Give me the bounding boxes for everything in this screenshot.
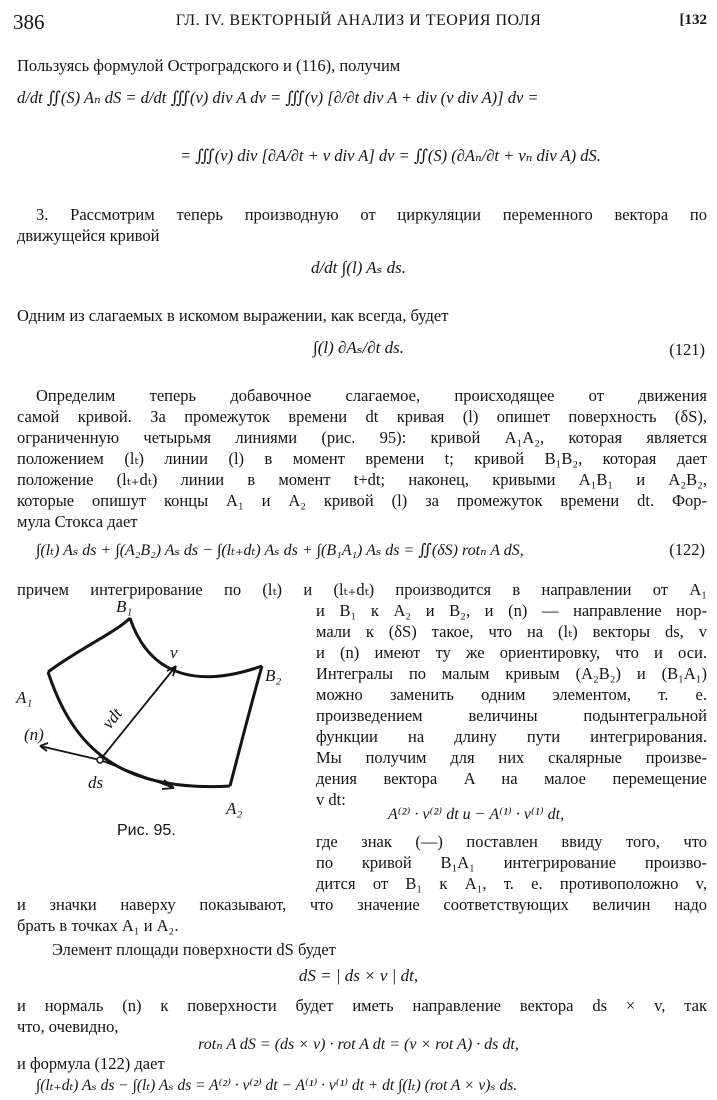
page-number: 386 — [13, 10, 45, 34]
formula-scalar-products: A⁽²⁾ · v⁽²⁾ dt и − A⁽¹⁾ · v⁽¹⁾ dt, — [388, 806, 565, 823]
paragraph-line: дится от B₁ к A₁, т. е. противоположно v, — [316, 874, 707, 893]
paragraph-line: можно заменить одним элементом, т. е. — [316, 685, 707, 704]
paragraph-line: и значки наверху показывают, что значение соответствующих величин надо — [17, 895, 707, 914]
formula-final: ∫(lₜ₊dₜ) Aₛ ds − ∫(lₜ) Aₛ ds = A⁽²⁾ · v⁽²⁾ dt − A⁽¹⁾ · v⁽¹⁾ dt + dt ∫(lₜ) (rot A × v)ₛ ds. — [36, 1077, 518, 1094]
paragraph-line: и формула (122) дает — [17, 1054, 165, 1073]
paragraph-line: где знак (—) поставлен ввиду того, что — [316, 832, 707, 851]
label-b2: B₂ — [265, 666, 282, 685]
paragraph-line: по кривой B₁A₁ интегрирование произво- — [316, 853, 707, 872]
formula-ostrogradsky-2: = ∭(v) div [∂A/∂t + v div A] dv = ∬(S) (∂Aₙ/∂t + vₙ div A) dS. — [180, 146, 601, 165]
paragraph-line: дения вектора A на малое перемещение — [316, 769, 707, 788]
paragraph-line: и нормаль (n) к поверхности будет иметь направление вектора ds × v, так — [17, 996, 707, 1015]
paragraph-line: положением (lₜ) линии (l) в момент времени t; кривой B₁B₂, которая дает — [17, 449, 707, 468]
label-ds: ds — [88, 773, 104, 792]
paragraph-line: Пользуясь формулой Остроградского и (116), получим — [17, 56, 401, 75]
figure-95 — [10, 588, 300, 823]
paragraph-line: самой кривой. За промежуток времени dt кривая (l) опишет поверхность (δS), — [17, 407, 707, 426]
paragraph-line: движущейся кривой — [17, 226, 160, 245]
curve-a1b1 — [48, 618, 130, 672]
equation-number-121: (121) — [669, 340, 705, 359]
ds-arrow — [100, 760, 174, 788]
surface-diagram — [10, 588, 300, 818]
figure-caption: Рис. 95. — [117, 822, 176, 839]
origin-point — [97, 757, 103, 763]
paragraph-line: Мы получим для них скалярные произве- — [316, 748, 707, 767]
paragraph-line: положение (lₜ₊dₜ) линии в момент t+dt; наконец, кривыми A₁B₁ и A₂B₂, — [17, 470, 707, 489]
paragraph-line: причем интегрирование по (lₜ) и (lₜ₊dₜ) производится в направлении от A₁ — [17, 580, 707, 599]
formula-area-element: dS = | ds × v | dt, — [298, 966, 419, 985]
paragraph-line: произведением величины подынтегральной — [316, 706, 707, 725]
paragraph-line: мула Стокса дает — [17, 512, 138, 531]
paragraph-line: функции на длину пути интегрирования. — [316, 727, 707, 746]
paragraph-line: брать в точках A₁ и A₂. — [17, 916, 179, 935]
formula-circulation-derivative: d/dt ∫(l) Aₛ ds. — [310, 258, 407, 277]
chapter-title: ГЛ. IV. ВЕКТОРНЫЙ АНАЛИЗ И ТЕОРИЯ ПОЛЯ — [175, 12, 542, 29]
paragraph-line: мали к (δS) такое, что на (lₜ) векторы ds, v — [316, 622, 707, 641]
label-a2: A₂ — [226, 799, 243, 818]
formula-122: ∫(lₜ) Aₛ ds + ∫(A₂B₂) Aₛ ds − ∫(lₜ₊dₜ) Aₛ ds + ∫(B₁A₁) Aₛ ds = ∬(δS) rotₙ A dS, — [36, 542, 524, 559]
paragraph-line: которые опишут концы A₁ и A₂ кривой (l) за промежуток времени dt. Фор- — [17, 491, 707, 510]
curve-a2b2 — [230, 666, 262, 786]
paragraph-line: Определим теперь добавочное слагаемое, происходящее от движения — [36, 386, 707, 405]
paragraph-line: v dt: — [316, 790, 346, 809]
paragraph-line: ограниченную четырьмя линиями (рис. 95): кривой A₁A₂, которая является — [17, 428, 707, 447]
paragraph-line: и B₁ к A₂ и B₂, и (n) — направление нор- — [316, 601, 707, 620]
section-number: [132 — [679, 12, 707, 28]
formula-ostrogradsky-1: d/dt ∬(S) Aₙ dS = d/dt ∭(v) div A dv = ∭(v) [∂/∂t div A + div (v div A)] dv = — [17, 88, 539, 107]
paragraph-line: Элемент площади поверхности dS будет — [52, 940, 336, 959]
paragraph-line: что, очевидно, — [17, 1017, 119, 1036]
label-vdt: vdt — [98, 704, 126, 733]
label-a1: A₁ — [16, 688, 33, 707]
paragraph-line: 3. Рассмотрим теперь производную от циркуляции переменного вектора по — [36, 205, 707, 224]
label-b1: B₁ — [116, 597, 133, 616]
formula-rot-identity: rotₙ A dS = (ds × v) · rot A dt = (v × rot A) · ds dt, — [198, 1036, 519, 1053]
curve-b1b2 — [130, 618, 262, 677]
paragraph-line: Интегралы по малым кривым (A₂B₂) и (B₁A₁) — [316, 664, 707, 683]
paragraph-line: Одним из слагаемых в искомом выражении, как всегда, будет — [17, 306, 449, 325]
paragraph-line: и (n) имеют ту же ориентировку, что и оси. — [316, 643, 707, 662]
curve-a1a2 — [48, 672, 230, 787]
formula-121: ∫(l) ∂Aₛ/∂t ds. — [313, 338, 404, 357]
label-n: (n) — [24, 725, 44, 744]
label-v: v — [170, 643, 178, 662]
equation-number-122: (122) — [669, 540, 705, 559]
